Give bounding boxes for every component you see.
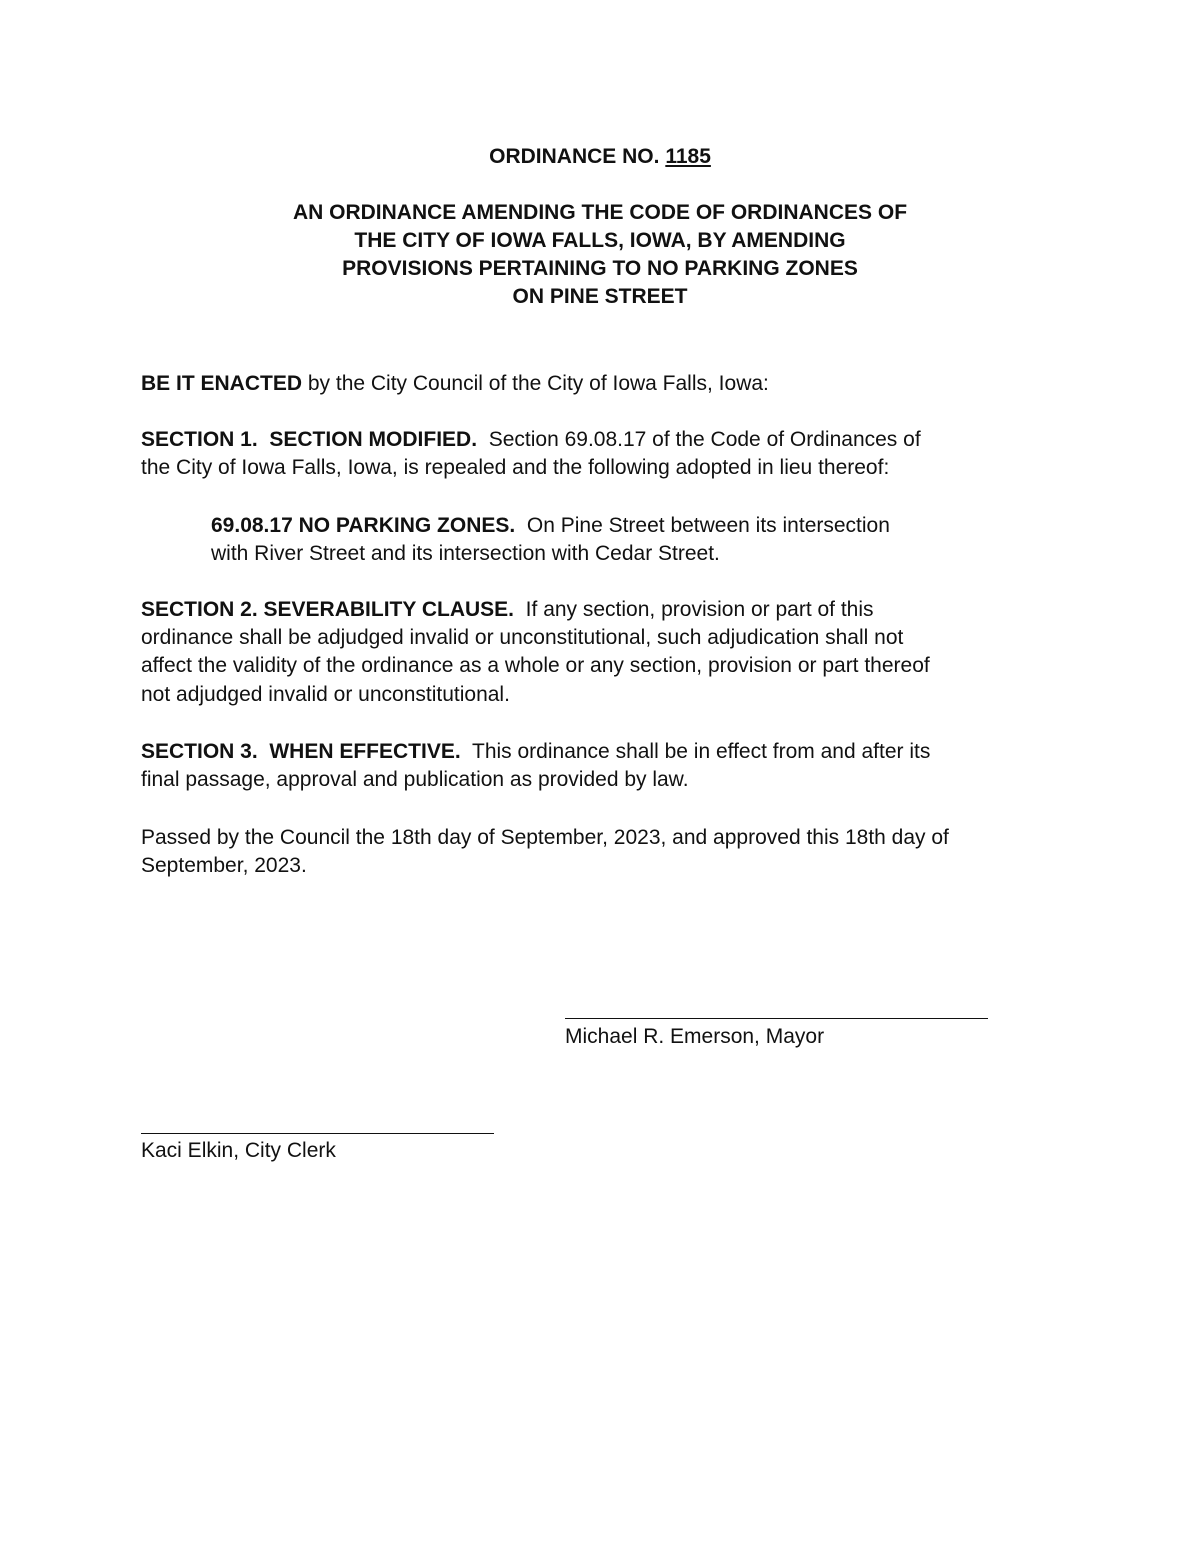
clerk-name: Kaci Elkin, City Clerk (141, 1139, 336, 1162)
section-2 (141, 596, 874, 624)
subsection-69-08-17 (211, 512, 890, 540)
ordinance-number: 1185 (665, 145, 711, 168)
subtitle-line: PROVISIONS PERTAINING TO NO PARKING ZONES (342, 257, 858, 280)
passage-statement: September, 2023. (141, 854, 307, 877)
subsection-text: On Pine Street between its intersection (515, 514, 890, 537)
section-2-text: If any section, provision or part of this (514, 598, 874, 621)
section-2-text: ordinance shall be adjudged invalid or unconstitutional, such adjudication shall not (141, 626, 904, 649)
subsection-text: with River Street and its intersection with Cedar Street. (211, 542, 720, 565)
section-1-text: Section 69.08.17 of the Code of Ordinances of (477, 428, 921, 451)
section-2-heading: SECTION 2. SEVERABILITY CLAUSE. (141, 598, 515, 621)
clerk-signature-line (141, 1133, 494, 1134)
section-2-text: not adjudged invalid or unconstitutional. (141, 683, 510, 706)
section-3-text: This ordinance shall be in effect from and after its (460, 740, 931, 763)
enacting-text: by the City Council of the City of Iowa Falls, Iowa: (302, 372, 769, 395)
enacting-clause (141, 370, 769, 398)
subtitle-line: THE CITY OF IOWA FALLS, IOWA, BY AMENDING (354, 229, 846, 252)
subsection-heading: 69.08.17 NO PARKING ZONES. (211, 514, 516, 537)
passage-statement: Passed by the Council the 18th day of September, 2023, and approved this 18th day of (141, 826, 949, 849)
ordinance-title (0, 143, 1200, 171)
section-2-text: affect the validity of the ordinance as a whole or any section, provision or part thereof (141, 654, 930, 677)
section-3-heading: SECTION 3. WHEN EFFECTIVE. (141, 740, 461, 763)
section-3 (141, 738, 930, 766)
section-1 (141, 426, 921, 454)
mayor-signature-line (565, 1018, 988, 1019)
subtitle-line: AN ORDINANCE AMENDING THE CODE OF ORDINANCES OF (292, 201, 908, 224)
subtitle-line: ON PINE STREET (512, 285, 688, 308)
section-3-text: final passage, approval and publication as provided by law. (141, 768, 689, 791)
title-prefix: ORDINANCE NO. (489, 145, 666, 168)
mayor-name: Michael R. Emerson, Mayor (565, 1025, 825, 1048)
section-1-text: the City of Iowa Falls, Iowa, is repealed and the following adopted in lieu thereof: (141, 456, 890, 479)
enacting-lead: BE IT ENACTED (141, 372, 303, 395)
section-1-heading: SECTION 1. SECTION MODIFIED. (141, 428, 478, 451)
